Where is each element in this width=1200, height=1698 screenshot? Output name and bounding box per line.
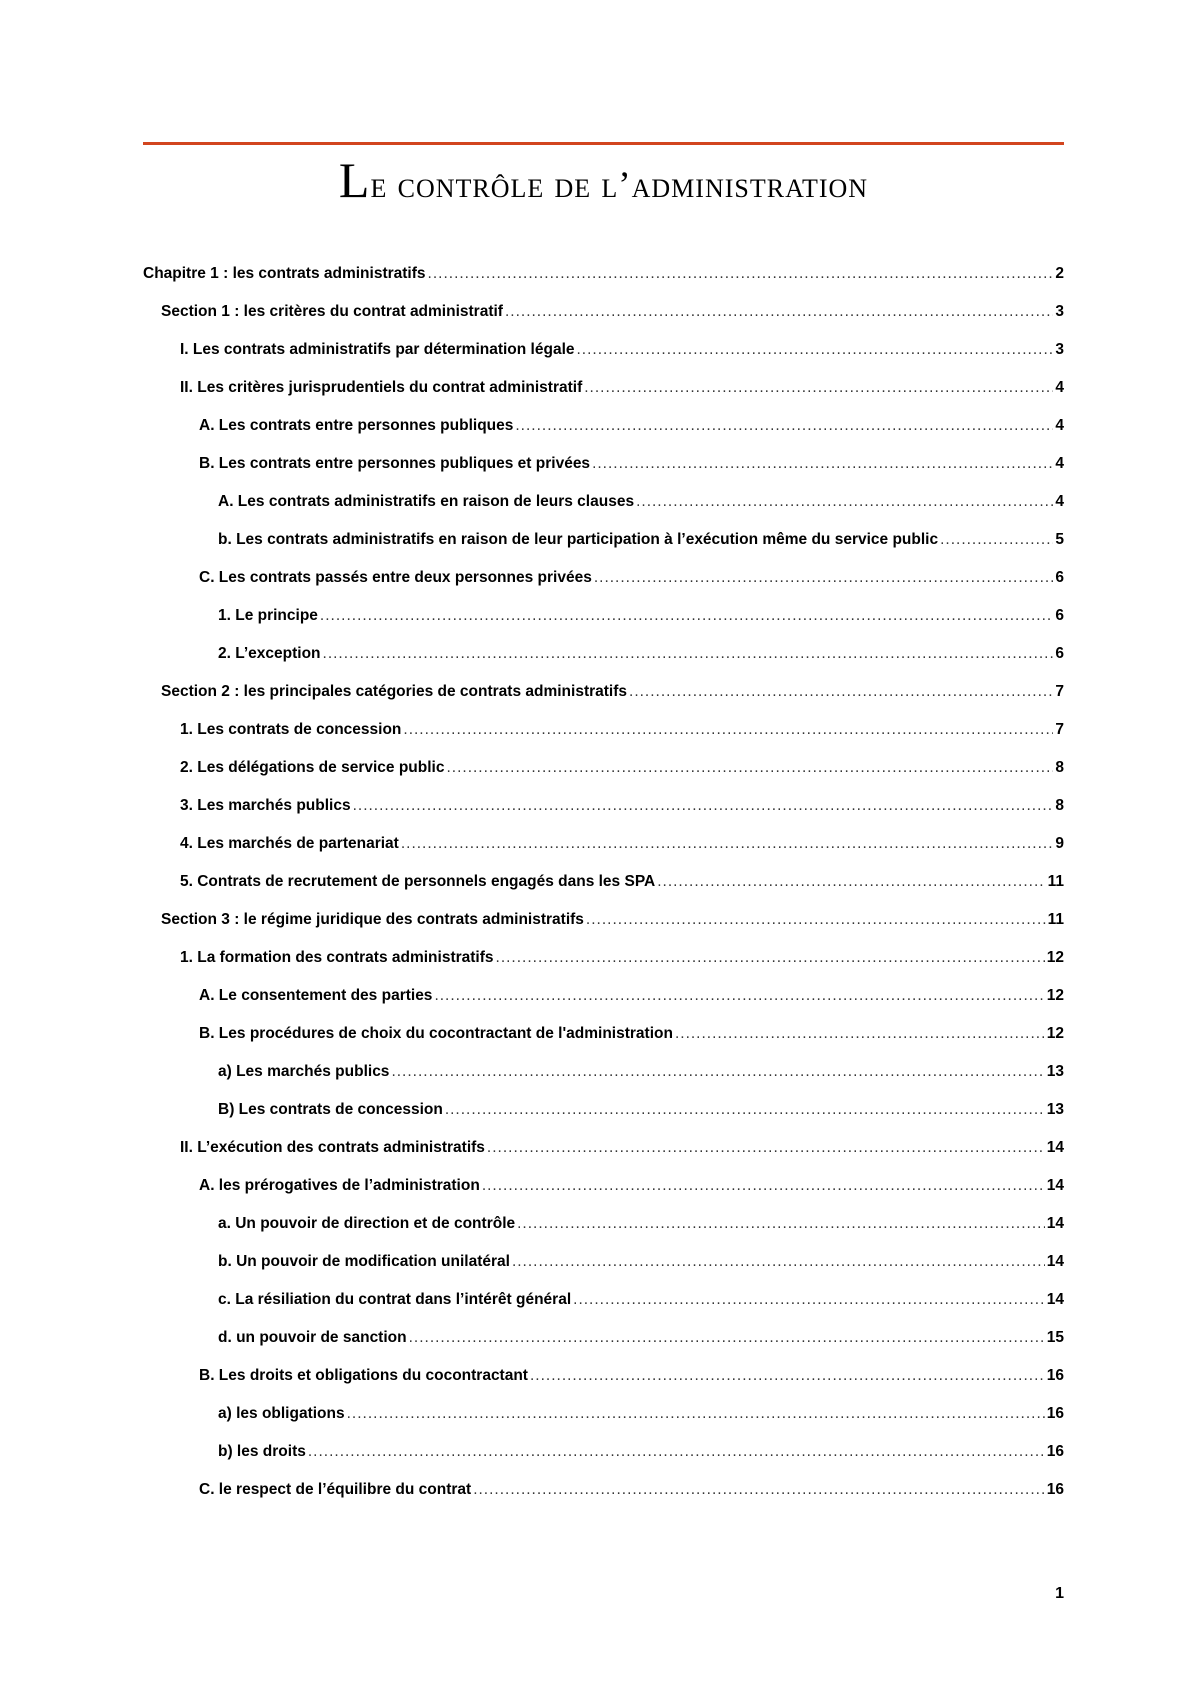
toc-entry[interactable]: [180, 716, 1064, 740]
toc-entry[interactable]: [161, 678, 1064, 702]
toc-leader-dots: [391, 1062, 1044, 1082]
toc-entry[interactable]: [180, 754, 1064, 778]
toc-entry[interactable]: [218, 1210, 1064, 1234]
toc-entry-title: A. Les contrats administratifs en raison de leurs clauses: [218, 493, 635, 510]
toc-entry-title: 1. Le principe: [218, 607, 318, 624]
toc-entry[interactable]: [218, 1058, 1064, 1082]
toc-leader-dots: [530, 1366, 1045, 1386]
toc-leader-dots: [636, 492, 1053, 512]
toc-entry-page: 15: [1046, 1329, 1064, 1346]
toc-entry-page: 16: [1046, 1481, 1064, 1498]
toc-entry-title: 2. Les délégations de service public: [180, 759, 445, 776]
toc-entry-page: 4: [1055, 455, 1064, 472]
toc-entry-title: a) Les marchés publics: [218, 1063, 390, 1080]
toc-leader-dots: [515, 416, 1053, 436]
footer-page-number: 1: [1055, 1585, 1064, 1602]
toc-leader-dots: [487, 1138, 1045, 1158]
toc-entry[interactable]: [180, 1134, 1064, 1158]
toc-entry-title: a. Un pouvoir de direction et de contrôle: [218, 1215, 516, 1232]
toc-leader-dots: [940, 530, 1053, 550]
toc-entry[interactable]: [218, 1400, 1064, 1424]
toc-entry-title: 3. Les marchés publics: [180, 797, 351, 814]
toc-entry-title: I. Les contrats administratifs par détermination légale: [180, 341, 575, 358]
toc-entry-title: C. le respect de l’équilibre du contrat: [199, 1481, 472, 1498]
toc-leader-dots: [584, 378, 1053, 398]
toc-entry-title: Section 2 : les principales catégories de contrats administratifs: [161, 683, 628, 700]
toc-entry-page: 2: [1055, 265, 1064, 282]
toc-entry-page: 9: [1055, 835, 1064, 852]
toc-entry-page: 6: [1055, 645, 1064, 662]
toc-entry-page: 14: [1046, 1291, 1064, 1308]
toc-entry[interactable]: [180, 336, 1064, 360]
toc-entry-page: 3: [1055, 341, 1064, 358]
toc-leader-dots: [353, 796, 1054, 816]
toc-entry-title: B. Les contrats entre personnes publiques et privées: [199, 455, 591, 472]
toc-entry-title: b. Un pouvoir de modification unilatéral: [218, 1253, 510, 1270]
toc-entry-title: B. Les droits et obligations du cocontractant: [199, 1367, 528, 1384]
toc-entry-page: 11: [1047, 873, 1064, 890]
toc-entry[interactable]: [199, 1476, 1064, 1500]
toc-leader-dots: [577, 340, 1054, 360]
toc-entry-page: 11: [1047, 911, 1064, 928]
toc-leader-dots: [482, 1176, 1045, 1196]
toc-entry-page: 4: [1055, 417, 1064, 434]
toc-entry-page: 4: [1055, 379, 1064, 396]
toc-entry[interactable]: [199, 412, 1064, 436]
toc-entry-title: II. Les critères jurisprudentiels du contrat administratif: [180, 379, 583, 396]
toc-leader-dots: [446, 758, 1053, 778]
toc-entry-page: 7: [1055, 721, 1064, 738]
toc-entry-page: 16: [1046, 1405, 1064, 1422]
toc-entry-page: 5: [1055, 531, 1064, 548]
toc-entry-title: Section 3 : le régime juridique des contrats administratifs: [161, 911, 584, 928]
toc-leader-dots: [403, 720, 1053, 740]
toc-entry-page: 3: [1055, 303, 1064, 320]
toc-entry-title: 2. L’exception: [218, 645, 321, 662]
toc-leader-dots: [657, 872, 1045, 892]
toc-entry-title: B) Les contrats de concession: [218, 1101, 443, 1118]
title-rest: e contrôle de l’administration: [370, 165, 869, 206]
toc-entry[interactable]: [180, 830, 1064, 854]
toc-entry-title: b. Les contrats administratifs en raison de leur participation à l’exécution même du service public: [218, 531, 939, 548]
toc-entry-title: Section 1 : les critères du contrat administratif: [161, 303, 503, 320]
toc-leader-dots: [505, 302, 1053, 322]
toc-entry[interactable]: [199, 1020, 1064, 1044]
title-initial: L: [338, 152, 371, 208]
toc-entry[interactable]: [218, 1286, 1064, 1310]
toc-leader-dots: [594, 568, 1054, 588]
toc-entry-page: 8: [1055, 797, 1064, 814]
toc-entry-page: 4: [1055, 493, 1064, 510]
toc-entry[interactable]: [218, 1324, 1064, 1348]
toc-entry-title: A. les prérogatives de l’administration: [199, 1177, 480, 1194]
toc-leader-dots: [573, 1290, 1045, 1310]
toc-entry-title: d. un pouvoir de sanction: [218, 1329, 407, 1346]
toc-entry-page: 13: [1046, 1063, 1064, 1080]
toc-entry-title: 5. Contrats de recrutement de personnels engagés dans les SPA: [180, 873, 656, 890]
toc-entry-page: 12: [1046, 949, 1064, 966]
toc-entry[interactable]: [161, 298, 1064, 322]
toc-leader-dots: [473, 1480, 1045, 1500]
toc-leader-dots: [496, 948, 1045, 968]
toc-leader-dots: [629, 682, 1053, 702]
toc-leader-dots: [308, 1442, 1045, 1462]
toc-entry-title: A. Le consentement des parties: [199, 987, 433, 1004]
toc-entry[interactable]: [161, 906, 1064, 930]
page-title: [143, 150, 1064, 216]
toc-entry[interactable]: [143, 260, 1064, 284]
toc-entry-page: 8: [1055, 759, 1064, 776]
toc-entry-title: Chapitre 1 : les contrats administratifs: [143, 265, 426, 282]
toc-leader-dots: [445, 1100, 1045, 1120]
toc-entry-page: 14: [1046, 1215, 1064, 1232]
toc-entry-title: B. Les procédures de choix du cocontractant de l'administration: [199, 1025, 673, 1042]
toc-leader-dots: [592, 454, 1053, 474]
toc-entry[interactable]: [218, 1438, 1064, 1462]
toc-entry[interactable]: [218, 526, 1064, 550]
toc-entry-title: C. Les contrats passés entre deux personnes privées: [199, 569, 592, 586]
toc-entry-title: c. La résiliation du contrat dans l’intérêt général: [218, 1291, 572, 1308]
toc-entry-page: 12: [1046, 987, 1064, 1004]
toc-entry[interactable]: [218, 488, 1064, 512]
toc-entry-page: 14: [1046, 1139, 1064, 1156]
toc-entry[interactable]: [199, 564, 1064, 588]
toc-leader-dots: [401, 834, 1054, 854]
toc-entry-page: 14: [1046, 1253, 1064, 1270]
toc-leader-dots: [409, 1328, 1045, 1348]
toc-entry[interactable]: [199, 450, 1064, 474]
toc-leader-dots: [428, 264, 1054, 284]
toc-leader-dots: [323, 644, 1054, 664]
toc-entry[interactable]: [180, 792, 1064, 816]
toc-leader-dots: [675, 1024, 1045, 1044]
toc-entry-title: 4. Les marchés de partenariat: [180, 835, 399, 852]
toc-entry[interactable]: [218, 602, 1064, 626]
toc-leader-dots: [434, 986, 1044, 1006]
toc-entry[interactable]: [180, 944, 1064, 968]
toc-entry-page: 6: [1055, 607, 1064, 624]
toc-entry-title: 1. La formation des contrats administratifs: [180, 949, 494, 966]
toc-entry[interactable]: [180, 868, 1064, 892]
toc-entry-page: 6: [1055, 569, 1064, 586]
toc-entry[interactable]: [199, 982, 1064, 1006]
toc-leader-dots: [347, 1404, 1045, 1424]
toc-entry-title: b) les droits: [218, 1443, 306, 1460]
toc-entry-title: a) les obligations: [218, 1405, 345, 1422]
toc-entry-page: 13: [1046, 1101, 1064, 1118]
title-rule: [143, 142, 1064, 145]
toc-leader-dots: [586, 910, 1046, 930]
toc-entry-page: 7: [1055, 683, 1064, 700]
toc-leader-dots: [512, 1252, 1045, 1272]
toc-entry-title: II. L’exécution des contrats administratifs: [180, 1139, 485, 1156]
toc-entry[interactable]: [180, 374, 1064, 398]
toc-entry[interactable]: [218, 640, 1064, 664]
toc-leader-dots: [517, 1214, 1045, 1234]
toc-entry[interactable]: [199, 1172, 1064, 1196]
toc-entry[interactable]: [218, 1248, 1064, 1272]
toc-entry-title: A. Les contrats entre personnes publiques: [199, 417, 514, 434]
toc-entry-page: 14: [1046, 1177, 1064, 1194]
toc-entry[interactable]: [218, 1096, 1064, 1120]
toc-entry-page: 16: [1046, 1443, 1064, 1460]
toc-entry[interactable]: [199, 1362, 1064, 1386]
toc-entry-page: 12: [1046, 1025, 1064, 1042]
toc-entry-page: 16: [1046, 1367, 1064, 1384]
toc-leader-dots: [320, 606, 1053, 626]
toc-entry-title: 1. Les contrats de concession: [180, 721, 402, 738]
